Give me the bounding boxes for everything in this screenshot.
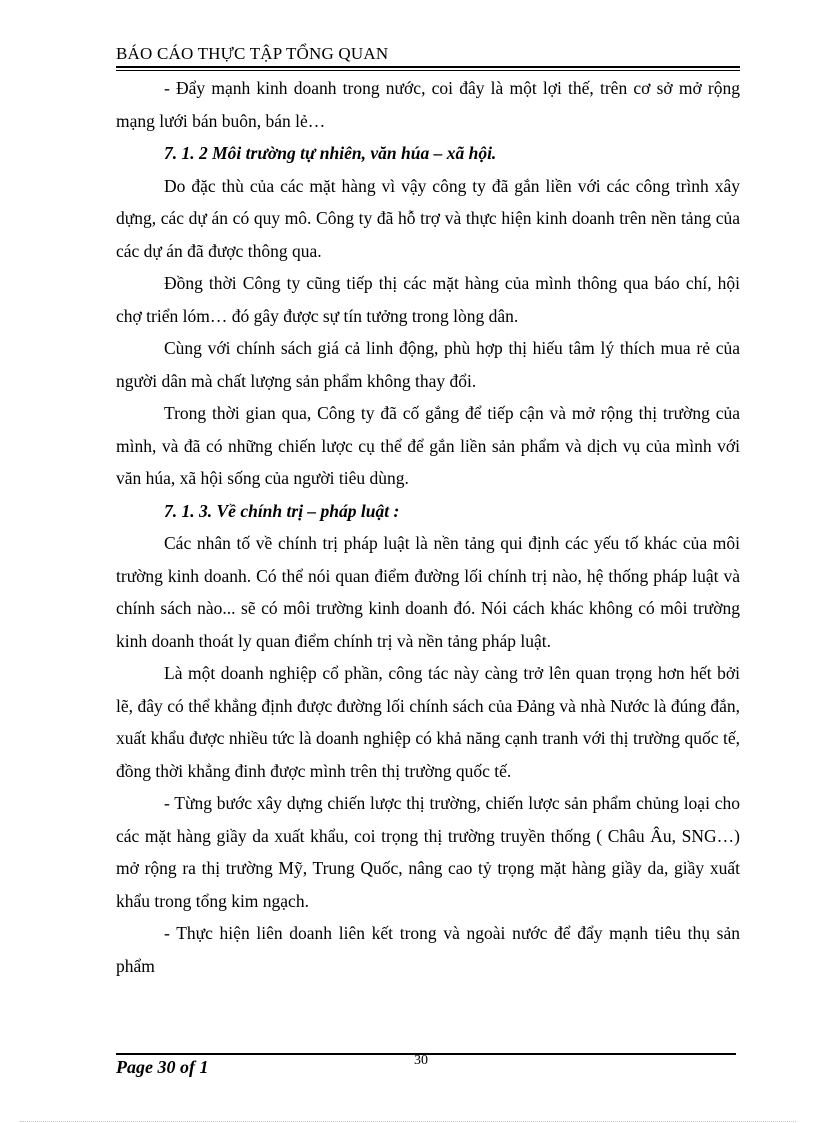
paragraph: Là một doanh nghiệp cổ phần, công tác này càng trở lên quan trọng hơn hết bởi lẽ, đây có thể khẳng định được đường lối chính sách của Đảng và nhà Nước là đúng đắn, xuất khẩu được nhiều tức là doanh nghiệp có khả năng cạnh tranh với thị trường quốc tế, đồng thời khẳng đinh được mình trên thị trường quốc tế. (116, 663, 740, 781)
header-rule-thin (116, 70, 740, 71)
paragraph: Do đặc thù của các mặt hàng vì vậy công ty đã gắn liền với các công trình xây dựng, các dự án có quy mô. Công ty đã hỗ trợ và thực hiện kinh doanh trên nền tảng của các dự án đã được thông qua. (116, 175, 740, 261)
page-edge-divider (20, 1121, 796, 1122)
bullet-paragraph: - Thực hiện liên doanh liên kết trong và ngoài nước để đẩy mạnh tiêu thụ sản phẩm (116, 923, 740, 976)
body-content (116, 72, 740, 982)
bullet-paragraph: - Từng bước xây dựng chiến lược thị trường, chiến lược sản phẩm chủng loại cho các mặt hàng giầy da xuất khẩu, coi trọng thị trường truyền thống ( Châu Âu, SNG…) mở rộng ra thị trường Mỹ, Trung Quốc, nâng cao tỷ trọng mặt hàng giầy da, giầy xuất khẩu trong tổng kim ngạch. (116, 793, 740, 911)
header-rule (116, 66, 740, 68)
paragraph: Đồng thời Công ty cũng tiếp thị các mặt hàng của mình thông qua báo chí, hội chợ triển lóm… đó gây được sự tín tưởng trong lòng dân. (116, 273, 740, 326)
paragraph: Trong thời gian qua, Công ty đã cố gắng để tiếp cận và mở rộng thị trường của mình, và đã có những chiến lược cụ thể để gắn liền sản phẩm và dịch vụ của mình với văn húa, xã hội sống của người tiêu dùng. (116, 403, 740, 488)
paragraph: Cùng với chính sách giá cả linh động, phù hợp thị hiếu tâm lý thích mua rẻ của người dân mà chất lượng sản phẩm không thay đổi. (116, 338, 740, 391)
footer-page-number: 30 (414, 1053, 428, 1068)
header-title: BÁO CÁO THỰC TẬP TỔNG QUAN (116, 44, 389, 63)
footer-page-label: Page 30 of 1 (116, 1057, 209, 1077)
section-heading: 7. 1. 3. Về chính trị – pháp luật : (164, 500, 400, 521)
section-heading: 7. 1. 2 Môi trường tự nhiên, văn húa – xã hội. (164, 143, 497, 163)
paragraph: Các nhân tố về chính trị pháp luật là nền tảng qui định các yếu tố khác của môi trường kinh doanh. Có thể nói quan điểm đường lối chính trị nào, hệ thống pháp luật và chính sách nào... sẽ có môi trường kinh doanh đó. Nói cách khác không có môi trường kinh doanh thoát ly quan điểm chính trị và nền tảng pháp luật. (116, 533, 740, 651)
bullet-paragraph: - Đẩy mạnh kinh doanh trong nước, coi đây là một lợi thế, trên cơ sở mở rộng mạng lưới bán buôn, bán lẻ… (116, 78, 740, 131)
